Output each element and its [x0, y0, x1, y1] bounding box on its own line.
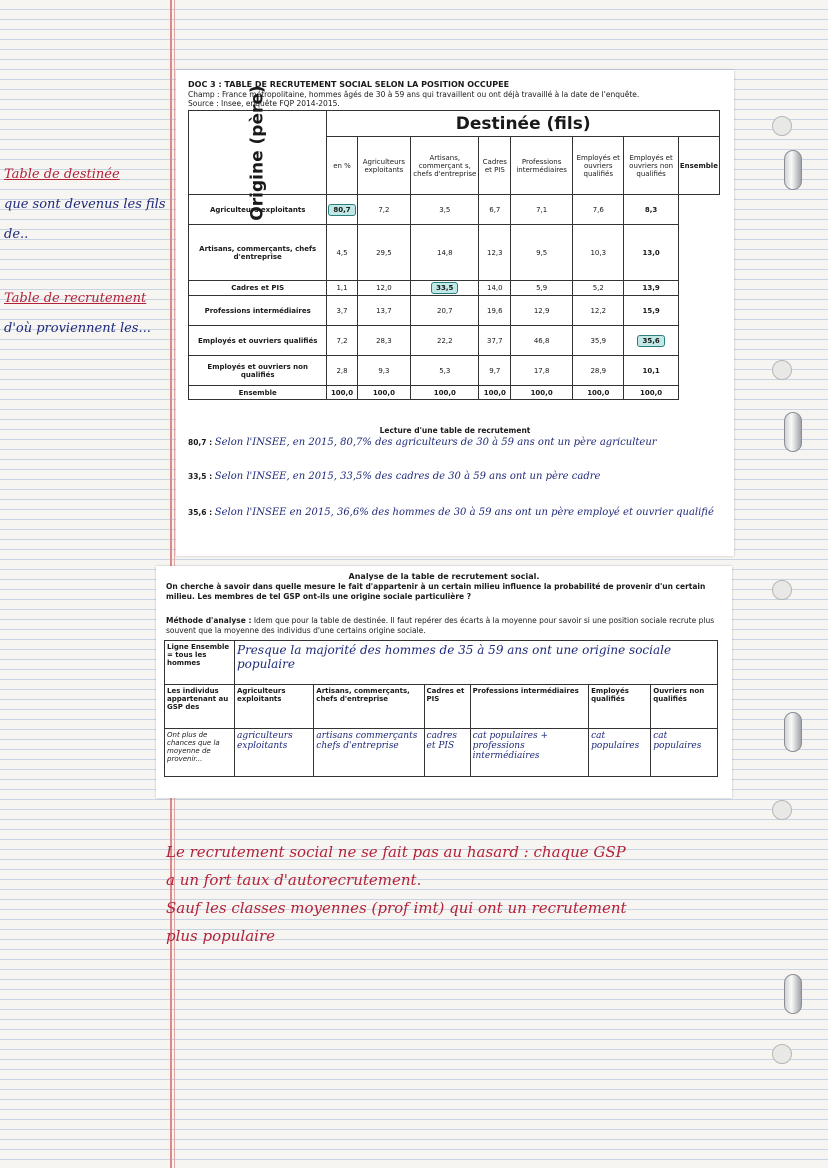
table-row: [189, 195, 720, 225]
reading-key: 35,6 :: [188, 508, 215, 517]
table-cell: 6,7: [479, 195, 511, 225]
table-row: [165, 729, 718, 777]
table-cell: 13,0: [624, 225, 678, 281]
analyse-table: [164, 640, 718, 777]
reading-key: 80,7 :: [188, 438, 215, 447]
column-header: Cadres et PIS: [479, 137, 511, 195]
row-label: Ensemble: [189, 386, 327, 400]
table-cell: 17,8: [511, 356, 573, 386]
table-cell: 100,0: [479, 386, 511, 400]
table-row: [189, 281, 720, 296]
margin-note-destinee-label: Table de destinée: [4, 167, 120, 182]
table-row: [189, 326, 720, 356]
answer-cell: cat populaires + professions intermédiaires: [470, 729, 589, 777]
table-cell: 12,3: [479, 225, 511, 281]
table-cell: 22,2: [411, 326, 479, 356]
margin-note-recrutement: [4, 284, 168, 344]
document-source: Source : Insee, enquête FQP 2014-2015.: [188, 99, 340, 108]
unit-label: en %: [327, 137, 357, 195]
column-header: Employés et ouvriers qualifiés: [573, 137, 624, 195]
table-cell: 7,6: [573, 195, 624, 225]
table-cell: 5,3: [411, 356, 479, 386]
table-cell: 13,9: [624, 281, 678, 296]
table-cell: 12,2: [573, 296, 624, 326]
row-label: Cadres et PIS: [189, 281, 327, 296]
table-cell: [411, 281, 479, 296]
table-cell: 100,0: [357, 386, 410, 400]
table-cell: 29,5: [357, 225, 410, 281]
answer-cell: cadres et PIS: [424, 729, 470, 777]
table-cell: 37,7: [479, 326, 511, 356]
column-header: Artisans, commerçant s, chefs d'entreprise: [411, 137, 479, 195]
analyse-question: On cherche à savoir dans quelle mesure le fait d'appartenir à un certain milieu influence la probabilité de provenir d'un certain milieu. Les membres de tel GSP ont-ils une origine sociale particulière ?: [166, 582, 706, 601]
table-cell: 5,2: [573, 281, 624, 296]
punch-hole: [772, 360, 792, 380]
highlighted-value: 33,5: [431, 282, 458, 294]
table-cell: 15,9: [624, 296, 678, 326]
conclusion-line: a un fort taux d'autorecrutement.: [166, 871, 422, 889]
punch-hole: [772, 116, 792, 136]
margin-note-destinee-text: que sont devenus les fils de..: [4, 197, 166, 242]
margin-note-recrutement-text: d'où proviennent les...: [4, 321, 151, 336]
destinee-header: Destinée (fils): [327, 111, 720, 137]
reading-line: [188, 436, 728, 450]
column-header: Employés qualifiés: [589, 685, 651, 729]
table-cell: 28,9: [573, 356, 624, 386]
table-cell: 20,7: [411, 296, 479, 326]
binder-ring: [784, 712, 802, 752]
row-ensemble-label: Ligne Ensemble = tous les hommes: [165, 641, 235, 685]
table-cell: 100,0: [411, 386, 479, 400]
document-champ: Champ : France métropolitaine, hommes âgés de 30 à 59 ans qui travaillent ou ont déjà travaillé à la date de l'enquête.: [188, 90, 640, 99]
row-gsp-label: Les individus appartenant au GSP des: [165, 685, 235, 729]
row-chances-label: Ont plus de chances que la moyenne de provenir...: [165, 729, 235, 777]
highlighted-value: 80,7: [328, 204, 355, 216]
table-cell: 10,1: [624, 356, 678, 386]
methode-text: Idem que pour la table de destinée. Il faut repérer des écarts à la moyenne pour savoir si une position sociale recrute plus souvent que la moyenne des individus d'une certains origine sociale.: [166, 616, 715, 635]
answer-cell: cat populaires: [589, 729, 651, 777]
reading-text: Selon l'INSEE, en 2015, 33,5% des cadres de 30 à 59 ans ont un père cadre: [214, 471, 601, 482]
table-cell: 3,5: [411, 195, 479, 225]
margin-note-recrutement-label: Table de recrutement: [4, 291, 147, 306]
conclusion-line: Le recrutement social ne se fait pas au hasard : chaque GSP: [166, 843, 626, 861]
answer-cell: artisans commerçants chefs d'entreprise: [314, 729, 424, 777]
answer-cell: agriculteurs exploitants: [235, 729, 314, 777]
analyse-methode: [166, 616, 726, 636]
reading-text: Selon l'INSEE, en 2015, 80,7% des agriculteurs de 30 à 59 ans ont un père agriculteur: [214, 437, 657, 448]
binder-ring: [784, 974, 802, 1014]
table-row: [165, 641, 718, 685]
reading-line: [188, 470, 728, 484]
table-cell: 28,3: [357, 326, 410, 356]
reading-line: [188, 506, 728, 520]
table-cell: [624, 326, 678, 356]
answer-cell: cat populaires: [651, 729, 718, 777]
table-cell: 14,8: [411, 225, 479, 281]
row-label: Employés et ouvriers qualifiés: [189, 326, 327, 356]
margin-note-destinee: [4, 160, 168, 250]
analyse-title: Analyse de la table de recrutement social.: [348, 572, 540, 581]
table-row: [189, 356, 720, 386]
methode-label: Méthode d'analyse :: [166, 616, 252, 625]
table-cell: 1,1: [327, 281, 357, 296]
row-ensemble-answer: Presque la majorité des hommes de 35 à 59 ans ont une origine sociale populaire: [235, 641, 718, 685]
document-title: DOC 3 : TABLE DE RECRUTEMENT SOCIAL SELON LA POSITION OCCUPEE: [188, 80, 510, 89]
table-cell: 100,0: [511, 386, 573, 400]
column-header: Employés et ouvriers non qualifiés: [624, 137, 678, 195]
table-cell: 9,5: [511, 225, 573, 281]
table-row: [189, 296, 720, 326]
table-cell: 7,2: [357, 195, 410, 225]
document-sheet: [176, 70, 734, 556]
table-cell: 5,9: [511, 281, 573, 296]
table-cell: 12,0: [357, 281, 410, 296]
conclusion-line: Sauf les classes moyennes (prof imt) qui ont un recrutement: [166, 899, 627, 917]
column-header: Ouvriers non qualifiés: [651, 685, 718, 729]
table-cell: 100,0: [573, 386, 624, 400]
row-label: Artisans, commerçants, chefs d'entreprise: [189, 225, 327, 281]
table-cell: 4,5: [327, 225, 357, 281]
column-header: Professions intermédiaires: [470, 685, 589, 729]
column-header: Ensemble: [678, 137, 719, 195]
table-cell: 46,8: [511, 326, 573, 356]
table-cell: 19,6: [479, 296, 511, 326]
column-header: Cadres et PIS: [424, 685, 470, 729]
punch-hole: [772, 800, 792, 820]
conclusion-line: plus populaire: [166, 927, 276, 945]
table-cell: 9,7: [479, 356, 511, 386]
punch-hole: [772, 1044, 792, 1064]
reading-text: Selon l'INSEE en 2015, 36,6% des hommes de 30 à 59 ans ont un père employé et ouvrier qualifié: [214, 507, 714, 518]
lecture-title: Lecture d'une table de recrutement: [379, 426, 531, 435]
origine-header: Origine (père): [189, 111, 327, 195]
binder-ring: [784, 412, 802, 452]
column-header: Agriculteurs exploitants: [235, 685, 314, 729]
reading-key: 33,5 :: [188, 472, 215, 481]
table-cell: 12,9: [511, 296, 573, 326]
table-cell: 3,7: [327, 296, 357, 326]
conclusion: [166, 838, 746, 950]
table-cell: [327, 195, 357, 225]
binder-ring: [784, 150, 802, 190]
row-label: Agriculteurs exploitants: [189, 195, 327, 225]
table-cell: 7,1: [511, 195, 573, 225]
analyse-sheet: [156, 566, 732, 798]
table-cell: 35,9: [573, 326, 624, 356]
row-label: Employés et ouvriers non qualifiés: [189, 356, 327, 386]
table-cell: 100,0: [624, 386, 678, 400]
table-header-row: [165, 685, 718, 729]
column-header: Agriculteurs exploitants: [357, 137, 410, 195]
column-header: Artisans, commerçants, chefs d'entreprise: [314, 685, 424, 729]
table-cell: 14,0: [479, 281, 511, 296]
table-cell: 10,3: [573, 225, 624, 281]
table-cell: 13,7: [357, 296, 410, 326]
punch-hole: [772, 580, 792, 600]
table-cell: 8,3: [624, 195, 678, 225]
table-cell: 9,3: [357, 356, 410, 386]
table-cell: 100,0: [327, 386, 357, 400]
table-row: [189, 225, 720, 281]
row-label: Professions intermédiaires: [189, 296, 327, 326]
table-cell: 7,2: [327, 326, 357, 356]
table-cell: 2,8: [327, 356, 357, 386]
column-header: Professions intermédiaires: [511, 137, 573, 195]
table-row: [189, 386, 720, 400]
highlighted-value: 35,6: [637, 335, 664, 347]
